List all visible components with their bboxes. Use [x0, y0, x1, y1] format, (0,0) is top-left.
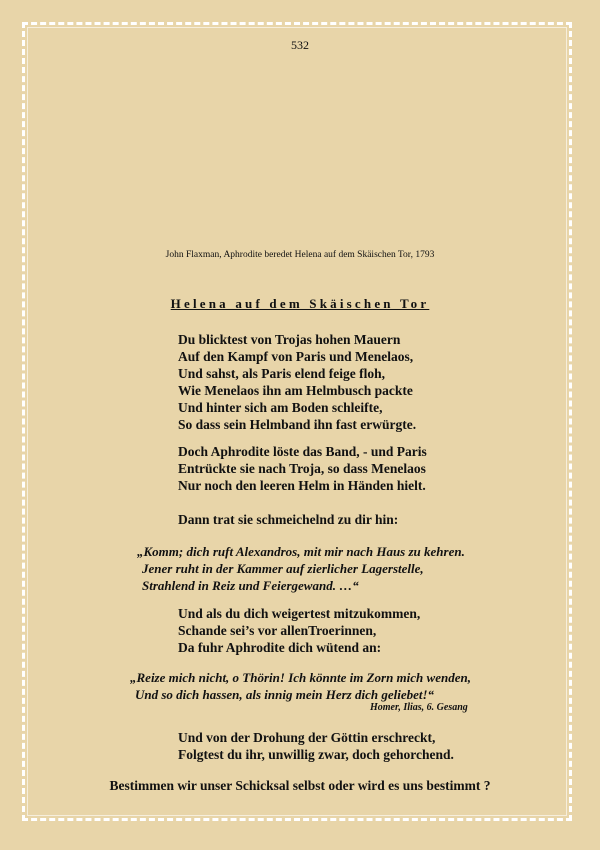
quote-line: „Komm; dich ruft Alexandros, mit mir nach Haus zu kehren. [137, 544, 465, 559]
stanza-1 [178, 331, 416, 433]
verse-line: Und sahst, als Paris elend feige floh, [178, 366, 386, 381]
quote-line: Jener ruht in der Kammer auf zierlicher Lagerstelle, [142, 561, 424, 576]
stanza-5 [178, 729, 454, 763]
verse-line: Da fuhr Aphrodite dich wütend an: [178, 640, 382, 655]
verse-line: Entrückte sie nach Troja, so dass Menelaos [178, 461, 426, 476]
verse-line: Doch Aphrodite löste das Band, - und Paris [178, 444, 427, 459]
image-caption: John Flaxman, Aphrodite beredet Helena auf dem Skäischen Tor, 1793 [165, 250, 435, 260]
quote-aphrodite-2 [130, 669, 471, 703]
verse-line: Dann trat sie schmeichelnd zu dir hin: [178, 512, 399, 527]
quote-line: Strahlend in Reiz und Feiergewand. …“ [142, 578, 359, 593]
poem-title: Helena auf dem Skäischen Tor [170, 296, 430, 311]
stanza-4 [178, 605, 420, 656]
stanza-3 [178, 511, 398, 528]
verse-line: Schande sei’s vor allenTroerinnen, [178, 623, 377, 638]
verse-line: Nur noch den leeren Helm in Händen hielt. [178, 478, 426, 493]
stanza-2 [178, 443, 427, 494]
quote-line: „Reize mich nicht, o Thörin! Ich könnte im Zorn mich wenden, [130, 670, 471, 685]
closing-question: Bestimmen wir unser Schicksal selbst oder wird es uns bestimmt ? [109, 778, 491, 793]
verse-line: So dass sein Helmband ihn fast erwürgte. [178, 417, 417, 432]
verse-line: Folgtest du ihr, unwillig zwar, doch gehorchend. [178, 747, 454, 762]
quote-aphrodite-1 [137, 543, 465, 594]
verse-line: Und als du dich weigertest mitzukommen, [178, 606, 421, 621]
verse-line: Und hinter sich am Boden schleifte, [178, 400, 383, 415]
source-attribution: Homer, Ilias, 6. Gesang [370, 702, 468, 713]
verse-line: Auf den Kampf von Paris und Menelaos, [178, 349, 414, 364]
quote-line: Und so dich hassen, als innig mein Herz dich geliebet!“ [135, 687, 435, 702]
verse-line: Wie Menelaos ihn am Helmbusch packte [178, 383, 413, 398]
page-number: 532 [291, 38, 309, 52]
verse-line: Und von der Drohung der Göttin erschreckt, [178, 730, 436, 745]
verse-line: Du blicktest von Trojas hohen Mauern [178, 332, 401, 347]
